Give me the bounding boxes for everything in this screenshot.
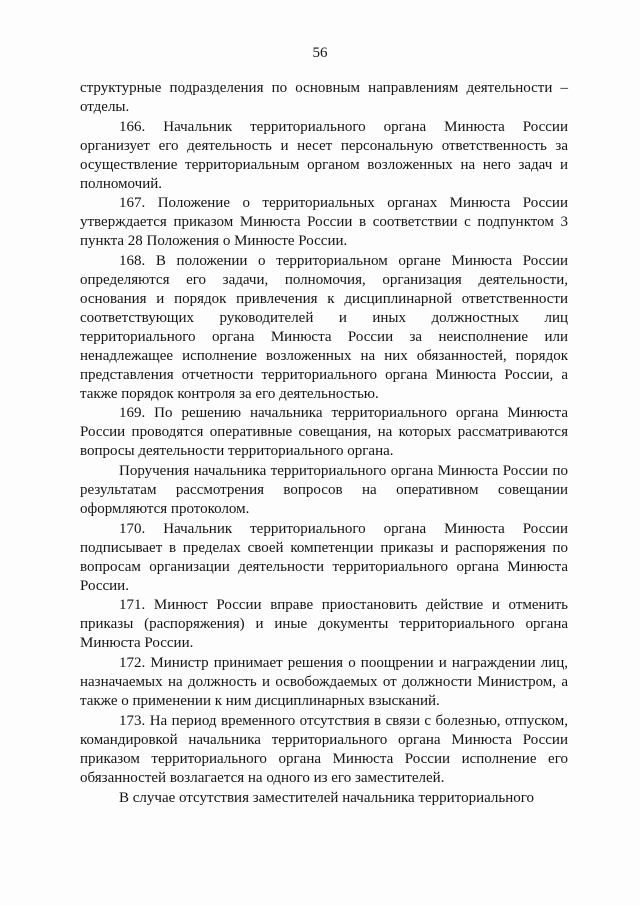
body-text	[80, 79, 568, 808]
paragraph-170: 170. Начальник территориального органа Минюста России подписывает в пределах своей компетенции приказы и распоряжения по вопросам организации деятельности территориального органа Минюста России.	[80, 520, 568, 594]
page-number: 56	[312, 45, 328, 61]
paragraph-168: 168. В положении о территориальном органе Минюста России определяются его задачи, полномочия, организация деятельности, основания и порядок привлечения к дисциплинарной ответственности соответствующих руководителей и иных должностных лиц территориального органа Минюста России за неисполнение или ненадлежащее исполнение возложенных на них обязанностей, порядок представления отчетности территориального органа Минюста России, а также порядок контроля за его деятельностью.	[80, 253, 568, 402]
paragraph-continuation: структурные подразделения по основным направлениям деятельности – отделы.	[80, 80, 568, 115]
paragraph-169-instructions: Поручения начальника территориального органа Минюста России по результатам рассмотрения вопросов на оперативном совещании оформляются протоколом.	[80, 463, 568, 517]
paragraph-173: 173. На период временного отсутствия в связи с болезнью, отпуском, командировкой начальника территориального органа Минюста России приказом территориального органа Минюста России исполнение его обязанностей возлагается на одного из его заместителей.	[80, 712, 568, 786]
paragraph-171: 171. Минюст России вправе приостановить действие и отменить приказы (распоряжения) и иные документы территориального органа Минюста России.	[80, 597, 568, 652]
paragraph-173-absence: В случае отсутствия заместителей начальника территориального	[119, 789, 535, 806]
paragraph-172: 172. Министр принимает решения о поощрении и награждении лиц, назначаемых на должность и освобождаемых от должности Министром, а также о применении к ним дисциплинарных взысканий.	[80, 655, 568, 709]
paragraph-167: 167. Положение о территориальных органах Минюста России утверждается приказом Минюста России в соответствии с подпунктом 3 пункта 28 Положения о Минюсте России.	[80, 195, 568, 250]
paragraph-166: 166. Начальник территориального органа Минюста России организует его деятельность и несет персональную ответственность за осуществление территориальным органом возложенных на него задач и полномочий.	[80, 118, 568, 192]
paragraph-169: 169. По решению начальника территориального органа Минюста России проводятся оперативные совещания, на которых рассматриваются вопросы деятельности территориального органа.	[80, 405, 568, 460]
